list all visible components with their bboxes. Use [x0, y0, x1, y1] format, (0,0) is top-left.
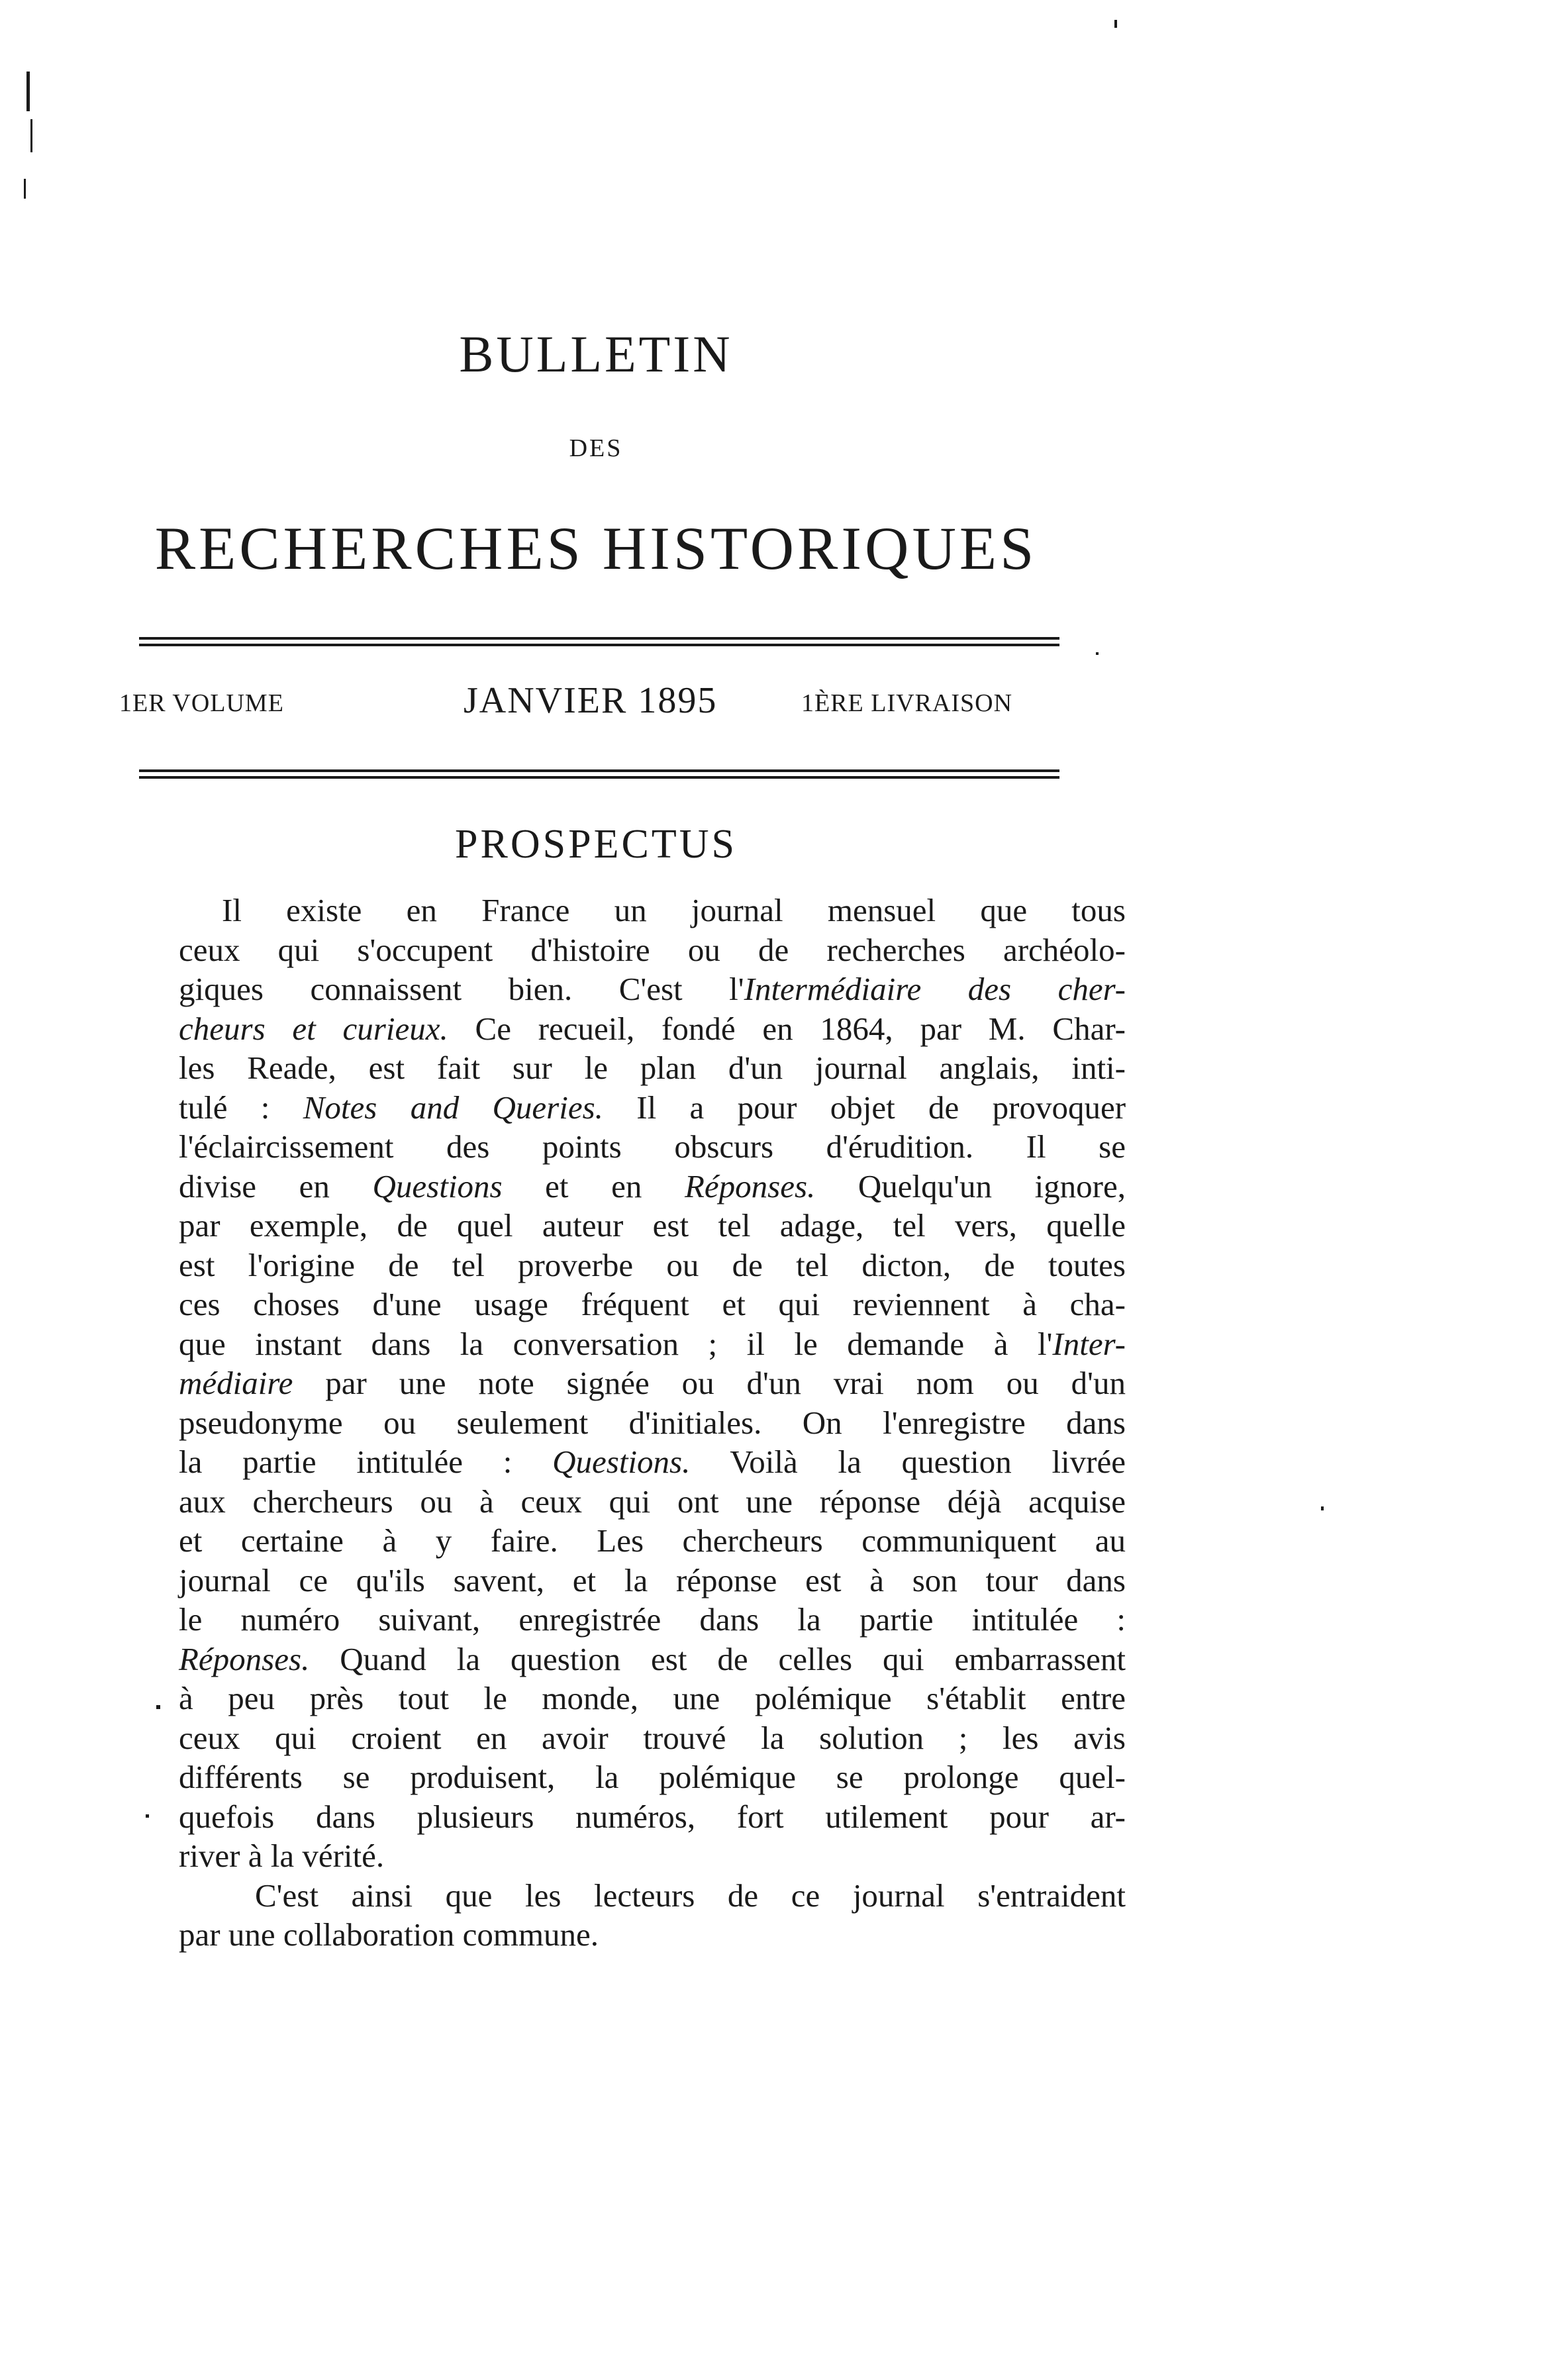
body-text-segment: par une collaboration commune.	[179, 1916, 599, 1953]
italic-title-text: Réponses.	[179, 1640, 310, 1677]
body-text-segment: Quand la question est de celles qui embarrassent	[309, 1640, 1126, 1677]
body-text-segment: Quelqu'un ignore,	[815, 1167, 1126, 1205]
body-text-segment: par une note signée ou d'un vrai nom ou d'un	[293, 1365, 1126, 1401]
body-text-line	[179, 1561, 1126, 1600]
body-text-line	[179, 1876, 1126, 1916]
body-text-segment: ceux qui s'occupent d'histoire ou de recherches archéolo-	[179, 931, 1126, 968]
body-text-line	[179, 1482, 1126, 1522]
body-text-segment: journal ce qu'ils savent, et la réponse est à son tour dans	[179, 1561, 1126, 1598]
body-text-line	[179, 891, 1126, 930]
italic-title-text: Questions.	[552, 1444, 691, 1480]
body-text-line	[179, 1836, 1126, 1876]
body-text-segment: et en	[502, 1167, 685, 1205]
journal-title-line-2: DES	[569, 434, 623, 462]
scan-speck	[1114, 20, 1117, 28]
body-text-segment: Ce recueil, fondé en 1864, par M. Char-	[448, 1010, 1126, 1047]
body-text-segment: ceux qui croient en avoir trouvé la solution ; les avis	[179, 1719, 1126, 1756]
body-text-line	[179, 969, 1126, 1009]
italic-title-text: Questions	[372, 1167, 503, 1205]
double-rule-top	[139, 637, 1059, 650]
body-text-segment: aux chercheurs ou à ceux qui ont une réponse déjà acquise	[179, 1483, 1126, 1520]
body-text-segment: C'est ainsi que les lecteurs de ce journal s'entraident	[255, 1877, 1126, 1914]
body-text-line	[179, 1600, 1126, 1640]
body-text-segment: à peu près tout le monde, une polémique s'établit entre	[179, 1680, 1126, 1716]
body-text-line	[179, 1048, 1126, 1088]
scan-speck	[156, 1705, 160, 1709]
body-text-line	[179, 1521, 1126, 1561]
body-text-segment: est l'origine de tel proverbe ou de tel dicton, de toutes	[179, 1246, 1126, 1283]
italic-title-text: Inter-	[1052, 1325, 1126, 1362]
body-text-line	[179, 1915, 1126, 1955]
body-text-segment: giques connaissent bien. C'est l'	[179, 971, 744, 1007]
italic-title-text: Intermédiaire des cher-	[744, 971, 1126, 1007]
body-text-line	[179, 1797, 1126, 1837]
body-text-line	[179, 1167, 1126, 1206]
body-text-line	[179, 1442, 1126, 1482]
body-text-segment: ces choses d'une usage fréquent et qui reviennent à cha-	[179, 1286, 1126, 1322]
body-text-segment: par exemple, de quel auteur est tel adage, tel vers, quelle	[179, 1207, 1126, 1244]
body-text-line	[179, 1757, 1126, 1797]
body-text-segment: river à la vérité.	[179, 1838, 385, 1874]
body-text-segment: quefois dans plusieurs numéros, fort utilement pour ar-	[179, 1798, 1126, 1835]
scan-speck	[24, 179, 26, 199]
livraison-label: 1ÈRE LIVRAISON	[801, 689, 1013, 717]
body-text-line	[179, 1324, 1126, 1364]
body-text-segment: divise en	[179, 1167, 373, 1205]
body-text-line	[179, 1009, 1126, 1049]
body-text-segment: Voilà la question livrée	[690, 1444, 1126, 1480]
italic-title-text: Notes and Queries.	[303, 1089, 603, 1126]
issue-date: JANVIER 1895	[464, 680, 718, 721]
body-text-segment: pseudonyme ou seulement d'initiales. On l'enregistre dans	[179, 1404, 1126, 1441]
italic-title-text: Réponses.	[684, 1167, 816, 1205]
body-text-segment: l'éclaircissement des points obscurs d'érudition. Il se	[179, 1128, 1126, 1165]
body-text-line	[179, 1363, 1126, 1403]
journal-title-line-1: BULLETIN	[459, 325, 733, 383]
section-heading: PROSPECTUS	[455, 822, 737, 867]
body-text-segment: Il existe en France un journal mensuel que tous	[222, 892, 1126, 928]
volume-label: 1ER VOLUME	[119, 689, 284, 717]
body-text-segment: Il a pour objet de provoquer	[603, 1089, 1126, 1126]
body-text-line	[179, 1718, 1126, 1758]
scan-speck	[26, 72, 30, 111]
double-rule-bottom	[139, 769, 1059, 783]
prospectus-body	[179, 891, 1126, 1955]
italic-title-text: cheurs et curieux.	[179, 1010, 448, 1047]
rule-line	[139, 776, 1059, 779]
body-text-line	[179, 1285, 1126, 1324]
body-text-segment: et certaine à y faire. Les chercheurs communiquent au	[179, 1522, 1126, 1559]
rule-line	[139, 644, 1059, 646]
italic-title-text: médiaire	[179, 1365, 293, 1401]
rule-line	[139, 769, 1059, 772]
scan-speck	[1096, 652, 1099, 655]
scan-speck	[30, 119, 32, 152]
body-text-line	[179, 1679, 1126, 1718]
body-text-line	[179, 1246, 1126, 1285]
body-text-line	[179, 1088, 1126, 1128]
body-text-line	[179, 1640, 1126, 1679]
scan-speck	[146, 1814, 149, 1818]
body-text-line	[179, 1403, 1126, 1443]
body-text-segment: les Reade, est fait sur le plan d'un journal anglais, inti-	[179, 1050, 1126, 1086]
body-text-segment: que instant dans la conversation ; il le demande à l'	[179, 1325, 1053, 1362]
body-text-segment: la partie intitulée :	[179, 1444, 553, 1480]
body-text-line	[179, 930, 1126, 970]
body-text-segment: différents se produisent, la polémique se prolonge quel-	[179, 1759, 1126, 1795]
body-text-segment: le numéro suivant, enregistrée dans la partie intitulée :	[179, 1601, 1126, 1638]
scan-speck	[1321, 1506, 1324, 1510]
body-text-line	[179, 1206, 1126, 1246]
rule-line	[139, 637, 1059, 640]
issue-info-row	[119, 680, 1079, 742]
body-text-segment: tulé :	[179, 1089, 303, 1126]
body-text-line	[179, 1127, 1126, 1167]
journal-title-line-3: RECHERCHES HISTORIQUES	[154, 515, 1038, 582]
